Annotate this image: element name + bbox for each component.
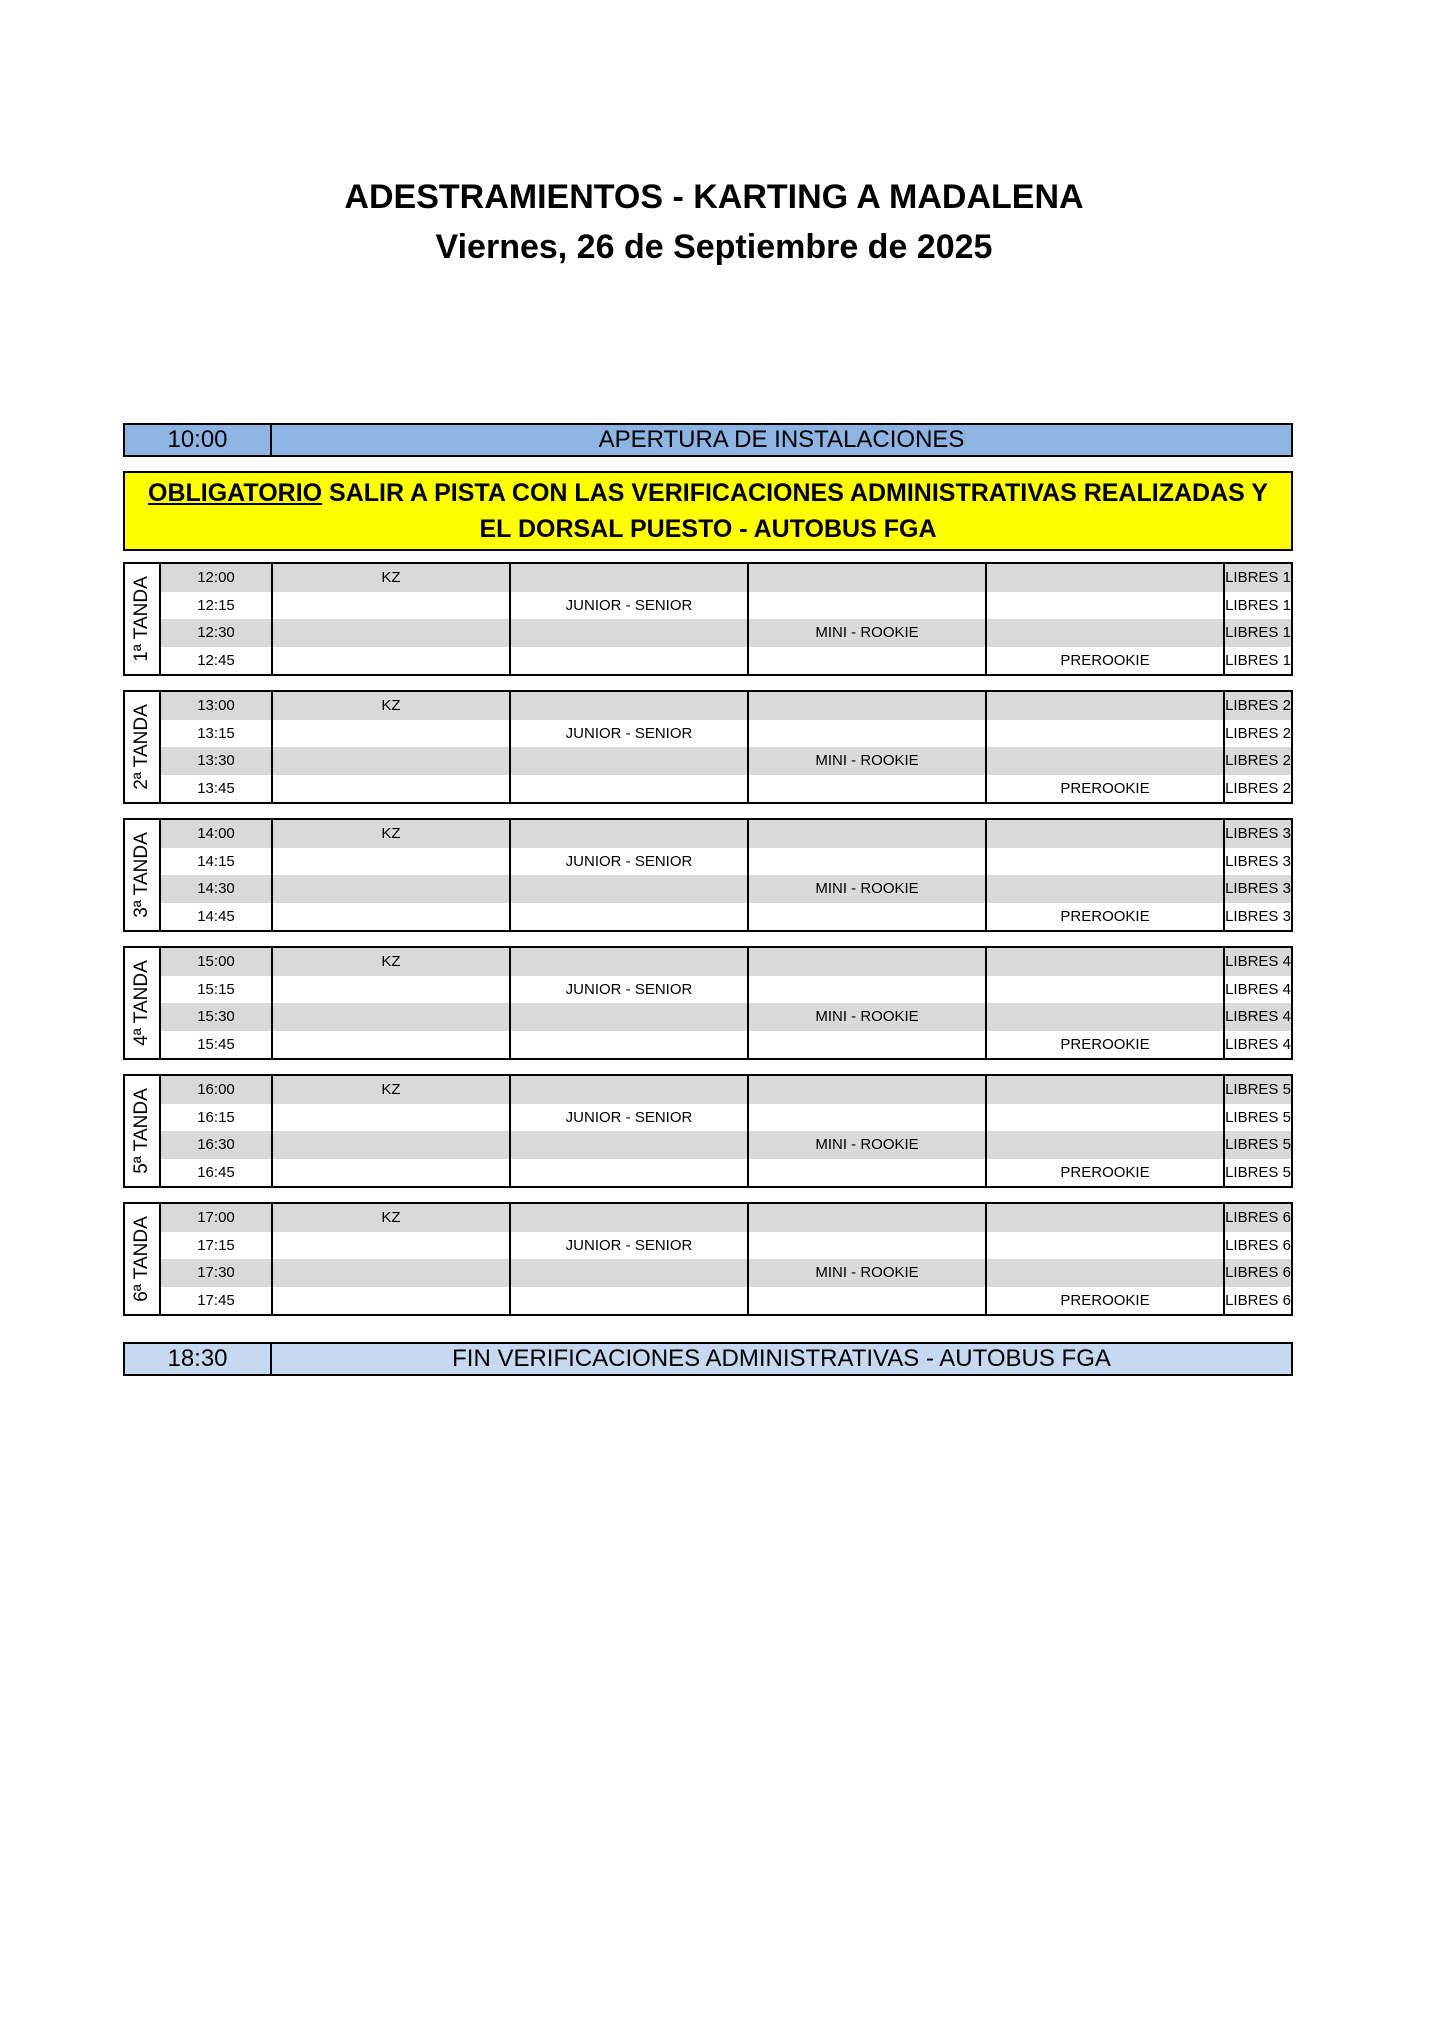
session-time: 12:00	[161, 564, 273, 592]
category-cell	[273, 619, 511, 647]
category-cell: KZ	[273, 692, 511, 720]
title-line-2: Viernes, 26 de Septiembre de 2025	[435, 228, 993, 266]
session-time: 16:45	[161, 1159, 273, 1187]
category-cell: JUNIOR - SENIOR	[511, 848, 749, 876]
category-cell	[987, 692, 1225, 720]
category-cell	[511, 1259, 749, 1287]
category-cell: PREROOKIE	[987, 647, 1225, 675]
notice-line-2: EL DORSAL PUESTO - AUTOBUS FGA	[479, 515, 937, 543]
category-cell	[749, 692, 987, 720]
opening-time: 10:00	[125, 425, 272, 455]
category-cell	[511, 875, 749, 903]
libres-cell: LIBRES 5	[1225, 1081, 1291, 1098]
category-cell	[749, 1159, 987, 1187]
libres-cell: LIBRES 6	[1225, 1264, 1291, 1281]
category-cell	[511, 564, 749, 592]
tanda-label-cell	[125, 820, 161, 930]
category-cell	[511, 692, 749, 720]
category-cell	[511, 820, 749, 848]
session-row	[161, 948, 1291, 976]
session-row	[161, 1287, 1291, 1315]
category-cell	[987, 848, 1225, 876]
session-time: 17:45	[161, 1287, 273, 1315]
category-cell: KZ	[273, 820, 511, 848]
tanda-label-cell	[125, 692, 161, 802]
session-time: 12:30	[161, 619, 273, 647]
category-cell	[987, 875, 1225, 903]
category-cell: MINI - ROOKIE	[749, 1131, 987, 1159]
libres-cell: LIBRES 3	[1225, 907, 1291, 925]
tanda-label-cell	[125, 948, 161, 1058]
category-cell	[749, 976, 987, 1004]
category-cell: JUNIOR - SENIOR	[511, 720, 749, 748]
closing-text: FIN VERIFICACIONES ADMINISTRATIVAS - AUTOBUS FGA	[452, 1345, 1111, 1372]
libres-cell: LIBRES 3	[1225, 825, 1291, 842]
category-cell	[987, 976, 1225, 1004]
session-row	[161, 1131, 1291, 1159]
category-cell	[511, 775, 749, 803]
category-cell	[273, 1159, 511, 1187]
session-row	[161, 1259, 1291, 1287]
libres-cell: LIBRES 4	[1225, 1035, 1291, 1053]
session-row	[161, 619, 1291, 647]
session-time: 12:45	[161, 647, 273, 675]
session-row	[161, 848, 1291, 876]
session-row	[161, 1104, 1291, 1132]
tanda-grid	[161, 948, 1291, 1058]
libres-cell: LIBRES 3	[1225, 880, 1291, 897]
libres-cell: LIBRES 3	[1225, 852, 1291, 870]
category-cell: JUNIOR - SENIOR	[511, 1104, 749, 1132]
session-row	[161, 1031, 1291, 1059]
category-cell	[273, 1259, 511, 1287]
category-cell	[511, 747, 749, 775]
session-time: 13:45	[161, 775, 273, 803]
category-cell	[987, 1131, 1225, 1159]
category-cell	[987, 1232, 1225, 1260]
session-time: 13:30	[161, 747, 273, 775]
category-cell: MINI - ROOKIE	[749, 1003, 987, 1031]
session-row	[161, 692, 1291, 720]
tanda-block	[123, 946, 1293, 1060]
libres-cell: LIBRES 4	[1225, 980, 1291, 998]
category-cell	[749, 1232, 987, 1260]
libres-cell: LIBRES 4	[1225, 1008, 1291, 1025]
page-title	[0, 172, 1428, 272]
tanda-grid	[161, 820, 1291, 930]
category-cell	[987, 1259, 1225, 1287]
session-time: 14:45	[161, 903, 273, 931]
session-row	[161, 592, 1291, 620]
session-time: 13:15	[161, 720, 273, 748]
closing-time: 18:30	[125, 1344, 272, 1374]
session-time: 17:00	[161, 1204, 273, 1232]
category-cell	[749, 775, 987, 803]
category-cell	[749, 820, 987, 848]
category-cell	[511, 1031, 749, 1059]
category-cell	[511, 1003, 749, 1031]
category-cell: JUNIOR - SENIOR	[511, 976, 749, 1004]
category-cell	[987, 1003, 1225, 1031]
session-row	[161, 1003, 1291, 1031]
category-cell: PREROOKIE	[987, 903, 1225, 931]
session-row	[161, 564, 1291, 592]
tanda-label: 5ª TANDA	[131, 1088, 152, 1174]
category-cell	[273, 592, 511, 620]
category-cell	[273, 747, 511, 775]
session-time: 14:15	[161, 848, 273, 876]
tanda-block	[123, 562, 1293, 676]
category-cell: MINI - ROOKIE	[749, 619, 987, 647]
session-row	[161, 1076, 1291, 1104]
tanda-grid	[161, 1076, 1291, 1186]
tanda-grid	[161, 1204, 1291, 1314]
opening-bar	[123, 423, 1293, 457]
category-cell	[511, 1076, 749, 1104]
session-time: 13:00	[161, 692, 273, 720]
session-time: 16:00	[161, 1076, 273, 1104]
category-cell: JUNIOR - SENIOR	[511, 1232, 749, 1260]
category-cell	[273, 875, 511, 903]
category-cell: PREROOKIE	[987, 1031, 1225, 1059]
category-cell	[749, 1287, 987, 1315]
libres-cell: LIBRES 5	[1225, 1136, 1291, 1153]
tanda-label: 4ª TANDA	[131, 960, 152, 1046]
tanda-label: 1ª TANDA	[131, 576, 152, 662]
category-cell	[987, 1104, 1225, 1132]
tanda-label: 6ª TANDA	[131, 1216, 152, 1302]
category-cell	[511, 1131, 749, 1159]
session-time: 15:45	[161, 1031, 273, 1059]
category-cell	[511, 903, 749, 931]
session-row	[161, 1204, 1291, 1232]
category-cell	[749, 1204, 987, 1232]
category-cell: PREROOKIE	[987, 1159, 1225, 1187]
category-cell	[987, 747, 1225, 775]
opening-text: APERTURA DE INSTALACIONES	[598, 426, 965, 453]
session-row	[161, 647, 1291, 675]
session-row	[161, 1159, 1291, 1187]
tanda-label: 3ª TANDA	[131, 832, 152, 918]
category-cell	[987, 564, 1225, 592]
category-cell	[987, 1076, 1225, 1104]
category-cell: MINI - ROOKIE	[749, 747, 987, 775]
category-cell	[511, 1159, 749, 1187]
category-cell	[273, 1232, 511, 1260]
category-cell: KZ	[273, 1204, 511, 1232]
libres-cell: LIBRES 6	[1225, 1236, 1291, 1254]
category-cell	[749, 1076, 987, 1104]
category-cell	[749, 592, 987, 620]
category-cell	[987, 592, 1225, 620]
libres-cell: LIBRES 1	[1225, 569, 1291, 586]
tanda-block	[123, 1202, 1293, 1316]
libres-cell: LIBRES 2	[1225, 752, 1291, 769]
category-cell	[749, 564, 987, 592]
session-row	[161, 720, 1291, 748]
category-cell	[987, 820, 1225, 848]
tanda-label-cell	[125, 1076, 161, 1186]
session-row	[161, 747, 1291, 775]
category-cell	[273, 1003, 511, 1031]
libres-cell: LIBRES 1	[1225, 624, 1291, 641]
libres-cell: LIBRES 5	[1225, 1163, 1291, 1181]
libres-cell: LIBRES 5	[1225, 1108, 1291, 1126]
libres-cell: LIBRES 2	[1225, 779, 1291, 797]
mandatory-notice	[123, 471, 1293, 551]
category-cell	[511, 948, 749, 976]
category-cell	[987, 720, 1225, 748]
tanda-label: 2ª TANDA	[131, 704, 152, 790]
libres-cell: LIBRES 2	[1225, 697, 1291, 714]
category-cell	[273, 1287, 511, 1315]
category-cell	[749, 1031, 987, 1059]
session-row	[161, 875, 1291, 903]
session-time: 15:00	[161, 948, 273, 976]
category-cell	[987, 948, 1225, 976]
category-cell	[511, 1287, 749, 1315]
tanda-label-cell	[125, 564, 161, 674]
category-cell	[749, 948, 987, 976]
category-cell	[273, 903, 511, 931]
tanda-block	[123, 1074, 1293, 1188]
category-cell: MINI - ROOKIE	[749, 875, 987, 903]
category-cell	[273, 775, 511, 803]
session-row	[161, 820, 1291, 848]
libres-cell: LIBRES 2	[1225, 724, 1291, 742]
session-row	[161, 976, 1291, 1004]
category-cell	[987, 619, 1225, 647]
category-cell: KZ	[273, 564, 511, 592]
category-cell	[511, 1204, 749, 1232]
session-time: 12:15	[161, 592, 273, 620]
category-cell: KZ	[273, 1076, 511, 1104]
category-cell	[273, 647, 511, 675]
category-cell	[749, 720, 987, 748]
category-cell	[273, 1104, 511, 1132]
notice-text-1: SALIR A PISTA CON LAS VERIFICACIONES ADMINISTRATIVAS REALIZADAS Y	[322, 479, 1268, 507]
tanda-label-cell	[125, 1204, 161, 1314]
session-time: 16:15	[161, 1104, 273, 1132]
tanda-grid	[161, 692, 1291, 802]
title-line-1: ADESTRAMIENTOS - KARTING A MADALENA	[344, 178, 1084, 216]
notice-highlight: OBLIGATORIO	[148, 479, 323, 507]
category-cell: KZ	[273, 948, 511, 976]
libres-cell: LIBRES 6	[1225, 1291, 1291, 1309]
category-cell	[273, 720, 511, 748]
closing-bar	[123, 1342, 1293, 1376]
category-cell	[511, 619, 749, 647]
category-cell	[273, 976, 511, 1004]
session-row	[161, 775, 1291, 803]
category-cell	[987, 1204, 1225, 1232]
session-time: 17:15	[161, 1232, 273, 1260]
session-time: 16:30	[161, 1131, 273, 1159]
category-cell: MINI - ROOKIE	[749, 1259, 987, 1287]
notice-line-1	[125, 475, 1291, 511]
category-cell	[273, 1031, 511, 1059]
libres-cell: LIBRES 1	[1225, 596, 1291, 614]
session-time: 14:30	[161, 875, 273, 903]
category-cell	[749, 903, 987, 931]
session-time: 14:00	[161, 820, 273, 848]
category-cell	[511, 647, 749, 675]
libres-cell: LIBRES 6	[1225, 1209, 1291, 1226]
tanda-grid	[161, 564, 1291, 674]
libres-cell: LIBRES 4	[1225, 953, 1291, 970]
session-time: 15:30	[161, 1003, 273, 1031]
tanda-block	[123, 690, 1293, 804]
category-cell: PREROOKIE	[987, 1287, 1225, 1315]
session-row	[161, 1232, 1291, 1260]
session-row	[161, 903, 1291, 931]
category-cell	[273, 848, 511, 876]
libres-cell: LIBRES 1	[1225, 651, 1291, 669]
category-cell	[749, 1104, 987, 1132]
category-cell: JUNIOR - SENIOR	[511, 592, 749, 620]
tanda-block	[123, 818, 1293, 932]
session-time: 17:30	[161, 1259, 273, 1287]
category-cell	[749, 647, 987, 675]
category-cell	[273, 1131, 511, 1159]
session-time: 15:15	[161, 976, 273, 1004]
category-cell	[749, 848, 987, 876]
category-cell: PREROOKIE	[987, 775, 1225, 803]
